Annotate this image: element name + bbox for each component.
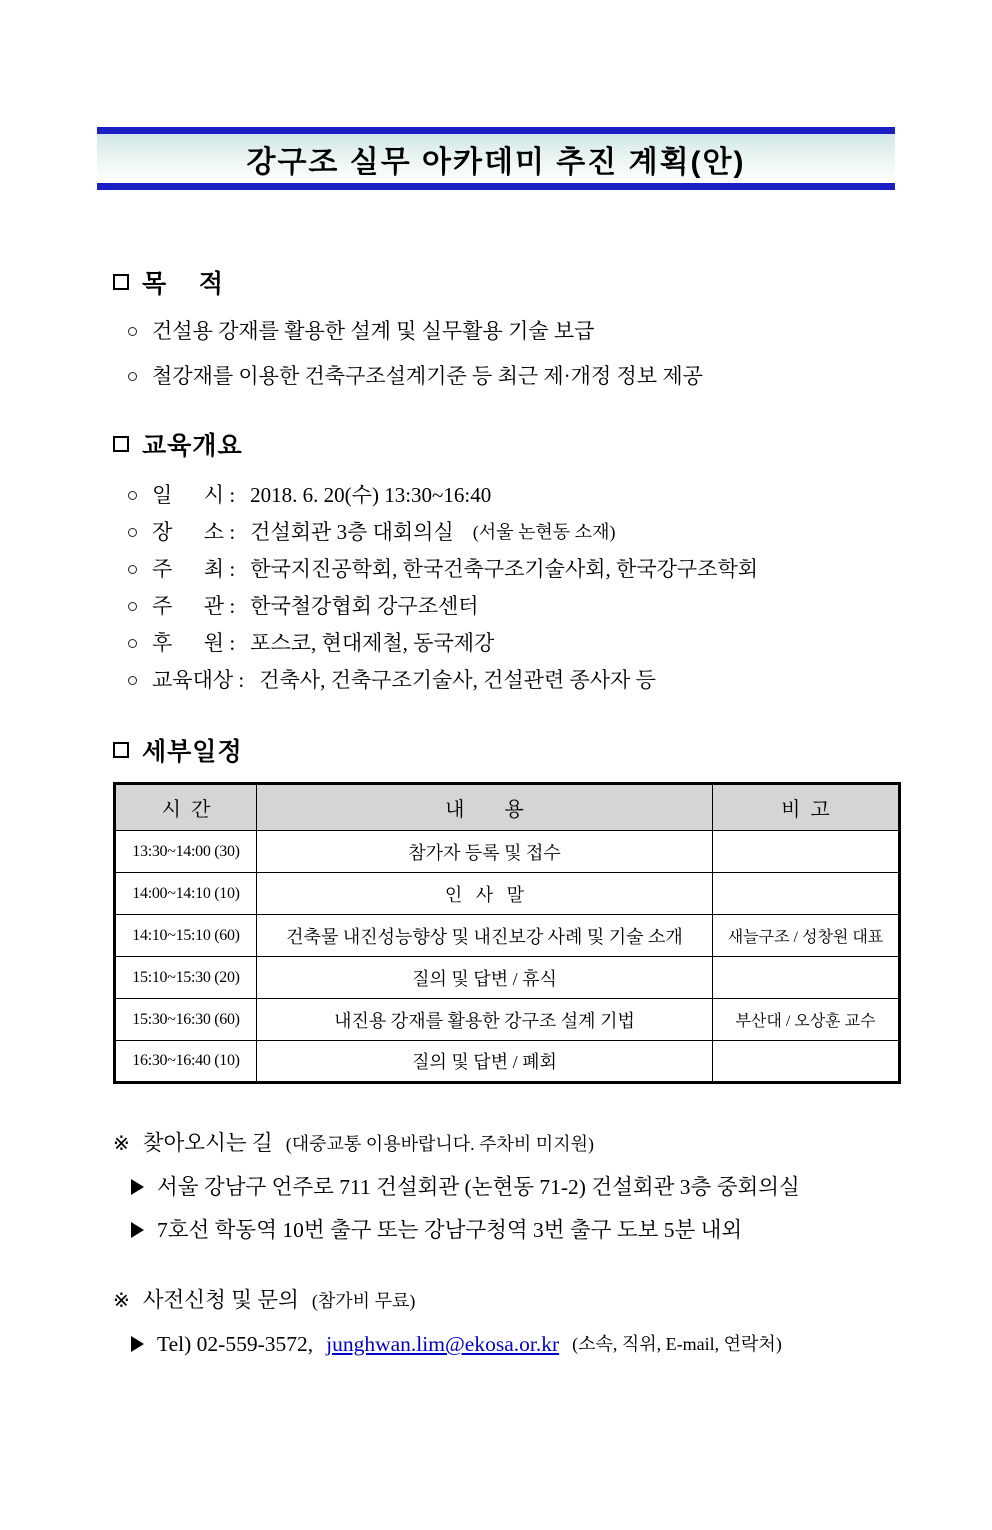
section-heading-purpose bbox=[113, 264, 992, 300]
cell-time: 13:30~14:00 (30) bbox=[115, 831, 257, 873]
table-row bbox=[115, 957, 900, 999]
cell-time: 14:00~14:10 (10) bbox=[115, 873, 257, 915]
square-bullet-icon bbox=[113, 274, 129, 290]
purpose-heading-label: 목 적 bbox=[142, 270, 225, 298]
cell-time: 16:30~16:40 (10) bbox=[115, 1041, 257, 1083]
cell-note bbox=[713, 831, 900, 873]
registration-heading: 사전신청 및 문의 bbox=[142, 1288, 299, 1312]
purpose-item bbox=[128, 317, 992, 345]
square-bullet-icon bbox=[113, 742, 129, 758]
section-heading-overview bbox=[113, 426, 992, 462]
overview-item-value: 포스코, 현대제철, 동국제강 bbox=[250, 631, 495, 655]
overview-item-label: 주 관 : bbox=[152, 594, 236, 618]
schedule-table bbox=[113, 782, 901, 1084]
cell-note bbox=[713, 957, 900, 999]
table-row bbox=[115, 1041, 900, 1083]
cell-content: 내진용 강재를 활용한 강구조 설계 기법 bbox=[257, 999, 713, 1041]
overview-item-audience bbox=[128, 666, 992, 694]
triangle-bullet-icon bbox=[131, 1179, 144, 1195]
overview-item-label: 후 원 : bbox=[152, 631, 236, 655]
table-row bbox=[115, 873, 900, 915]
cell-content: 질의 및 답변 / 폐회 bbox=[257, 1041, 713, 1083]
cell-content: 건축물 내진성능향상 및 내진보강 사례 및 기술 소개 bbox=[257, 915, 713, 957]
circle-bullet-icon bbox=[128, 565, 137, 574]
purpose-item-text: 철강재를 이용한 건축구조설계기준 등 최근 제·개정 정보 제공 bbox=[152, 364, 703, 388]
title-banner bbox=[97, 127, 895, 190]
circle-bullet-icon bbox=[128, 602, 137, 611]
section-heading-schedule bbox=[113, 732, 992, 768]
purpose-item-text: 건설용 강재를 활용한 설계 및 실무활용 기술 보급 bbox=[152, 319, 595, 343]
reference-mark-icon: ※ bbox=[113, 1290, 130, 1312]
cell-content: 인 사 말 bbox=[257, 873, 713, 915]
cell-content: 질의 및 답변 / 휴식 bbox=[257, 957, 713, 999]
overview-item-value: 2018. 6. 20(수) 13:30~16:40 bbox=[250, 483, 492, 507]
circle-bullet-icon bbox=[128, 327, 137, 336]
col-header-note: 비 고 bbox=[713, 784, 900, 831]
schedule-heading-label: 세부일정 bbox=[142, 738, 243, 766]
registration-note: (참가비 무료) bbox=[311, 1291, 416, 1311]
cell-content: 참가자 등록 및 접수 bbox=[257, 831, 713, 873]
overview-item-datetime bbox=[128, 481, 992, 509]
overview-item-sponsor bbox=[128, 629, 992, 657]
cell-note: 새늘구조 / 성창원 대표 bbox=[713, 915, 900, 957]
overview-item-value: 한국철강협회 강구조센터 bbox=[250, 594, 479, 618]
overview-item-note: (서울 논현동 소재) bbox=[472, 522, 616, 542]
banner-body bbox=[97, 134, 895, 183]
overview-item-host bbox=[128, 555, 992, 583]
cell-note bbox=[713, 1041, 900, 1083]
directions-heading-line bbox=[113, 1128, 992, 1159]
contact-info-note: (소속, 직위, E-mail, 연락처) bbox=[572, 1334, 782, 1354]
cell-note: 부산대 / 오상훈 교수 bbox=[713, 999, 900, 1041]
col-header-content: 내 용 bbox=[257, 784, 713, 831]
circle-bullet-icon bbox=[128, 676, 137, 685]
overview-item-place bbox=[128, 518, 992, 546]
overview-item-label: 일 시 : bbox=[152, 483, 236, 507]
overview-item-value: 건축사, 건축구조기술사, 건설관련 종사자 등 bbox=[259, 668, 656, 692]
circle-bullet-icon bbox=[128, 372, 137, 381]
overview-item-organizer bbox=[128, 592, 992, 620]
registration-heading-line bbox=[113, 1285, 992, 1316]
overview-item-label: 교육대상 : bbox=[152, 668, 245, 692]
tel-text: Tel) 02-559-3572, bbox=[157, 1332, 314, 1356]
table-header-row bbox=[115, 784, 900, 831]
email-link[interactable]: junghwan.lim@ekosa.or.kr bbox=[326, 1332, 560, 1356]
cell-time: 14:10~15:10 (60) bbox=[115, 915, 257, 957]
overview-heading-label: 교육개요 bbox=[142, 432, 243, 460]
circle-bullet-icon bbox=[128, 528, 137, 537]
overview-item-value: 한국지진공학회, 한국건축구조기술사회, 한국강구조학회 bbox=[250, 557, 759, 581]
cell-note bbox=[713, 873, 900, 915]
directions-item-subway bbox=[131, 1215, 992, 1245]
square-bullet-icon bbox=[113, 436, 129, 452]
purpose-item bbox=[128, 362, 992, 390]
directions-item-address bbox=[131, 1172, 992, 1202]
directions-heading: 찾아오시는 길 bbox=[142, 1131, 273, 1155]
directions-note: (대중교통 이용바랍니다. 주차비 미지원) bbox=[285, 1134, 594, 1154]
triangle-bullet-icon bbox=[131, 1336, 144, 1352]
overview-item-label: 장 소 : bbox=[152, 520, 236, 544]
col-header-time: 시 간 bbox=[115, 784, 257, 831]
cell-time: 15:10~15:30 (20) bbox=[115, 957, 257, 999]
document-page bbox=[0, 127, 992, 1359]
directions-item-text: 7호선 학동역 10번 출구 또는 강남구청역 3번 출구 도보 5분 내외 bbox=[157, 1218, 743, 1242]
banner-top-bar bbox=[97, 127, 895, 134]
table-row bbox=[115, 831, 900, 873]
overview-item-label: 주 최 : bbox=[152, 557, 236, 581]
circle-bullet-icon bbox=[128, 639, 137, 648]
table-row bbox=[115, 915, 900, 957]
page-title: 강구조 실무 아카데미 추진 계획(안) bbox=[246, 145, 746, 179]
banner-bottom-bar bbox=[97, 183, 895, 190]
overview-item-value: 건설회관 3층 대회의실 bbox=[250, 520, 454, 544]
triangle-bullet-icon bbox=[131, 1222, 144, 1238]
registration-contact-line bbox=[131, 1329, 992, 1359]
table-row bbox=[115, 999, 900, 1041]
circle-bullet-icon bbox=[128, 491, 137, 500]
cell-time: 15:30~16:30 (60) bbox=[115, 999, 257, 1041]
directions-item-text: 서울 강남구 언주로 711 건설회관 (논현동 71-2) 건설회관 3층 중회의실 bbox=[157, 1175, 800, 1199]
reference-mark-icon: ※ bbox=[113, 1133, 130, 1155]
